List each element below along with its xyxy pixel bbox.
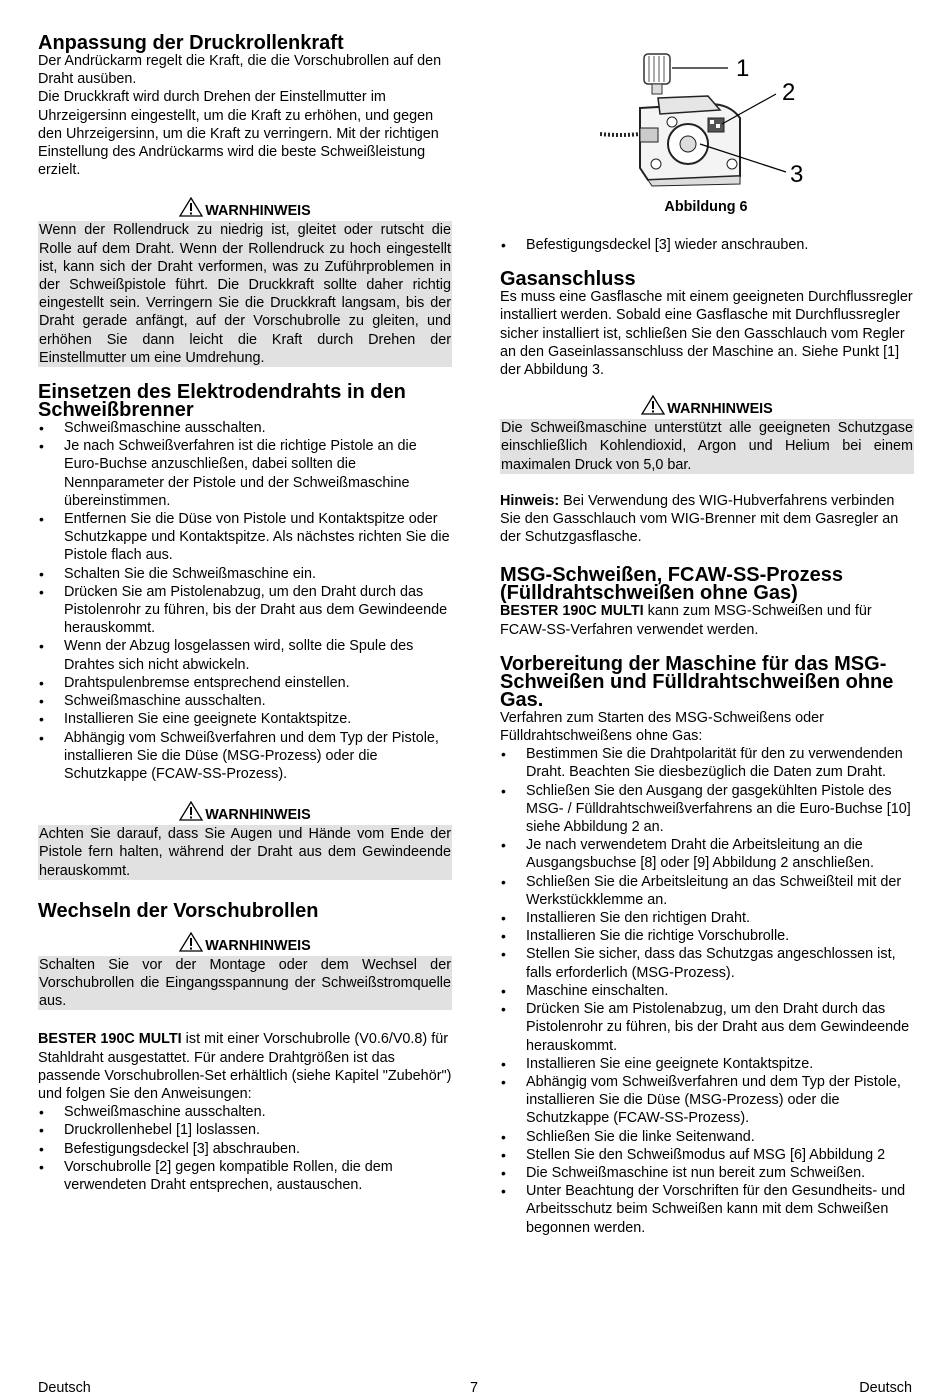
list-item: • Schweißmaschine ausschalten. (38, 419, 452, 437)
list-item: • Installieren Sie eine geeignete Kontaktspitze. (500, 1055, 914, 1073)
list-item: • Installieren Sie die richtige Vorschubrolle. (500, 927, 914, 945)
section-title-gasanschluss: Gasanschluss (500, 268, 636, 291)
section-title-vorschubrollen: Wechseln der Vorschubrollen (38, 899, 319, 922)
warning-label: WARNHINWEIS (667, 401, 773, 418)
callout-1: 1 (736, 55, 750, 82)
list-item: • Drücken Sie am Pistolenabzug, um den Draht durch das Pistolenrohr zu führen, bis der Draht aus dem Gewindeende herauskommt. (38, 583, 452, 638)
list-item: • Maschine einschalten. (500, 982, 914, 1000)
paragraph-text: kann zum MSG-Schweißen und für FCAW-SS-Verfahren verwendet werden. (500, 603, 872, 638)
note-label: Hinweis: (500, 492, 560, 509)
list-item: • Abhängig vom Schweißverfahren und dem Typ der Pistole, installieren Sie die Düse (MSG-Prozess) oder die Schutzkappe (FCAW-SS-Prozess). (38, 729, 452, 784)
warning-heading (38, 197, 452, 221)
paragraph (500, 602, 914, 638)
paragraph: Verfahren zum Starten des MSG-Schweißens oder Fülldrahtschweißens ohne Gas: (500, 709, 824, 745)
list-item: • Schließen Sie die linke Seitenwand. (500, 1128, 914, 1146)
list-item: • Drahtspulenbremse entsprechend einstellen. (38, 674, 452, 692)
list-item: • Befestigungsdeckel [3] abschrauben. (38, 1140, 452, 1158)
wire-feeder-figure (600, 48, 812, 190)
warning-heading (38, 801, 452, 825)
bullet-list (500, 236, 914, 254)
warning-label: WARNHINWEIS (205, 807, 311, 824)
warning-icon (179, 197, 203, 217)
callout-2: 2 (782, 79, 796, 106)
product-name: BESTER 190C MULTI (38, 1031, 182, 1048)
list-item: • Je nach Schweißverfahren ist die richtige Pistole an die Euro-Buchse anzuschließen, dabei sollten die Nennparameter der Pistole und der Schweißmaschine übereinstimmen. (38, 437, 452, 510)
list-item: • Abhängig vom Schweißverfahren und dem Typ der Pistole, installieren Sie die Düse (MSG-Prozess) oder die Schutzkappe (FCAW-SS-Prozess). (500, 1073, 914, 1128)
warning-box: Schalten Sie vor der Montage oder dem Wechsel der Vorschubrollen die Eingangsspannung der Schweißstromquelle aus. (39, 956, 451, 1010)
list-item: • Je nach verwendetem Draht die Arbeitsleitung an die Ausgangsbuchse [8] oder [9] Abbildung 2 anschließen. (500, 836, 914, 872)
left-column (38, 34, 452, 1194)
list-item: • Wenn der Abzug losgelassen wird, sollte die Spule des Drahtes sich nicht abwickeln. (38, 637, 452, 673)
list-item: • Drücken Sie am Pistolenabzug, um den Draht durch das Pistolenrohr zu führen, bis der Draht aus dem Gewindeende herauskommt. (500, 1000, 914, 1055)
bullet-list (38, 419, 452, 783)
footer-language-left: Deutsch (38, 1380, 91, 1396)
list-item: • Die Schweißmaschine ist nun bereit zum Schweißen. (500, 1164, 914, 1182)
list-item: • Befestigungsdeckel [3] wieder anschrauben. (500, 236, 914, 254)
warning-icon (179, 932, 203, 952)
paragraph: Die Druckkraft wird durch Drehen der Einstellmutter im Uhrzeigersinn eingestellt, um die Kraft zu erhöhen, und gegen den Uhrzeigersinn, um die Kraft zu verringern. Mit der richtigen Einstellung des Andrückarms wird die beste Schweißleistung erzielt. (38, 89, 439, 179)
figure-caption: Abbildung 6 (664, 199, 748, 215)
warning-label: WARNHINWEIS (205, 203, 311, 220)
section-title-druckrollenkraft: Anpassung der Druckrollenkraft (38, 32, 344, 54)
warning-box: Achten Sie darauf, dass Sie Augen und Hände vom Ende der Pistole fern halten, während der Draht aus dem Gewindeende herauskommt. (39, 826, 451, 879)
list-item: • Installieren Sie eine geeignete Kontaktspitze. (38, 710, 452, 728)
warning-icon (641, 395, 665, 415)
list-item: • Stellen Sie sicher, dass das Schutzgas angeschlossen ist, falls erforderlich (MSG-Prozess). (500, 945, 914, 981)
warning-box: Wenn der Rollendruck zu niedrig ist, gleitet oder rutscht die Rolle auf dem Draht. Wenn der Rollendruck zu hoch eingestellt ist, kann sich der Draht verformen, was zu Zuführproblemen in der Schweißpistole führt. Die Druckkraft sollte daher richtig eingestellt sein. Verringern Sie die Druckkraft langsam, bis der Draht gerade anfängt, auf der Vorschubrolle zu gleiten, und erhöhen Sie dann leicht die Kraft durch Drehen der Einstellmutter um eine Umdrehung. (39, 222, 451, 366)
note-paragraph (500, 492, 914, 547)
warning-heading (38, 932, 452, 956)
section-title-elektrodendraht: Einsetzen des Elektrodendrahts in den Schweißbrenner (38, 381, 406, 422)
callout-3: 3 (790, 161, 804, 188)
list-item: • Schweißmaschine ausschalten. (38, 692, 452, 710)
section-title-msg-fcaw: MSG-Schweißen, FCAW-SS-Prozess (Fülldrahtschweißen ohne Gas) (500, 564, 843, 605)
list-item: • Schalten Sie die Schweißmaschine ein. (38, 565, 452, 583)
page-number: 7 (470, 1380, 479, 1396)
list-item: • Druckrollenhebel [1] loslassen. (38, 1121, 452, 1139)
warning-heading (500, 395, 914, 419)
note-text: Bei Verwendung des WIG-Hubverfahrens verbinden Sie den Gasschlauch vom WIG-Brenner mit dem Gasregler an der Schutzgasflasche. (500, 492, 899, 546)
bullet-list (38, 1103, 452, 1194)
warning-box: Die Schweißmaschine unterstützt alle geeigneten Schutzgase einschließlich Kohlendioxid, Argon und Helium bei einem maximalen Druck von 5,0 bar. (501, 420, 913, 473)
bullet-list (500, 745, 914, 1236)
list-item: • Schließen Sie die Arbeitsleitung an das Schweißteil mit der Werkstückklemme an. (500, 873, 914, 909)
paragraph-text: ist mit einer Vorschubrolle (V0.6/V0.8) für Stahldraht ausgestattet. Für andere Drahtgrößen ist das passende Vorschubrollen-Set erhältlich (siehe Kapitel "Zubehör") und folgen Sie den Anweisungen: (38, 1031, 452, 1102)
product-name: BESTER 190C MULTI (500, 603, 644, 620)
list-item: • Entfernen Sie die Düse von Pistole und Kontaktspitze oder Schutzkappe und Kontaktspitze. Als nächstes richten Sie die Pistole flach aus. (38, 510, 452, 565)
section-title-vorbereitung: Vorbereitung der Maschine für das MSG-Schweißen und Fülldrahtschweißen ohne Gas. (500, 652, 894, 711)
paragraph: Der Andrückarm regelt die Kraft, die die Vorschubrollen auf den Draht ausüben. (38, 53, 442, 88)
paragraph (38, 1030, 452, 1103)
warning-label: WARNHINWEIS (205, 937, 311, 954)
list-item: • Vorschubrolle [2] gegen kompatible Rollen, die dem verwendeten Draht entsprechen, austauschen. (38, 1158, 452, 1194)
footer-language-right: Deutsch (859, 1380, 912, 1396)
list-item: • Schließen Sie den Ausgang der gasgekühlten Pistole des MSG- / Fülldrahtschweißverfahrens an die Euro-Buchse [10] siehe Abbildung 2 an. (500, 782, 914, 837)
wire-feeder-drawing (600, 48, 812, 190)
list-item: • Stellen Sie den Schweißmodus auf MSG [6] Abbildung 2 (500, 1146, 914, 1164)
list-item: • Schweißmaschine ausschalten. (38, 1103, 452, 1121)
paragraph: Es muss eine Gasflasche mit einem geeigneten Durchflussregler installiert werden. Sobald eine Gasflasche mit Durchflussregler sicher installiert ist, schließen Sie den Gasschlauch vom Regler an den Gaseinlassanschluss der Maschine an. Siehe Punkt [1] der Abbildung 3. (500, 289, 913, 379)
warning-icon (179, 801, 203, 821)
list-item: • Installieren Sie den richtigen Draht. (500, 909, 914, 927)
right-column (500, 236, 914, 1237)
list-item: • Bestimmen Sie die Drahtpolarität für den zu verwendenden Draht. Beachten Sie diesbezüglich die Daten zum Draht. (500, 745, 914, 781)
list-item: • Unter Beachtung der Vorschriften für den Gesundheits- und Arbeitsschutz beim Schweißen kann mit dem Schweißen begonnen werden. (500, 1182, 914, 1237)
